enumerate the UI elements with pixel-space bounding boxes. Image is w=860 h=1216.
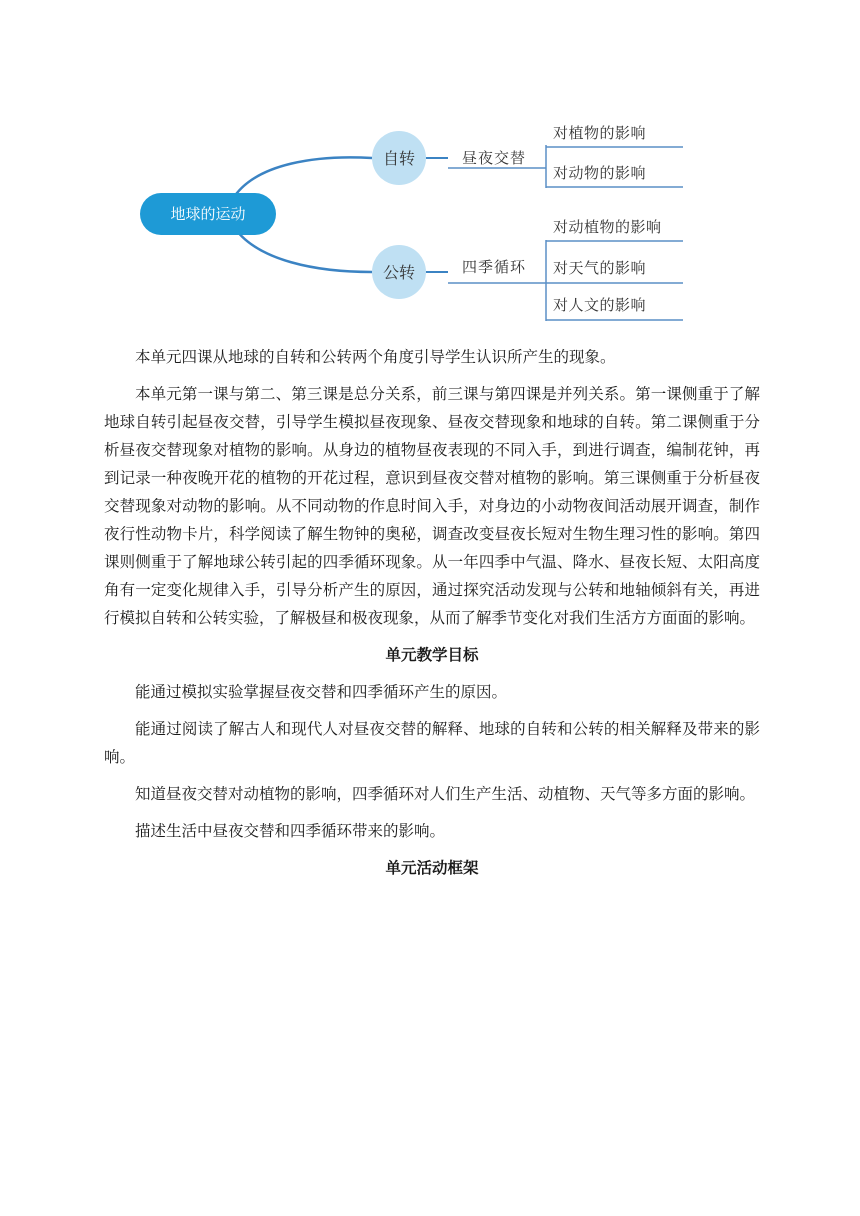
mindmap-leaf-flora-fauna: 对动植物的影响 — [553, 218, 662, 236]
mindmap-root-label: 地球的运动 — [170, 205, 246, 223]
goal-item-2: 能通过阅读了解古人和现代人对昼夜交替的解释、地球的自转和公转的相关解释及带来的影响。 — [104, 720, 760, 766]
mindmap-leaf-plants: 对植物的影响 — [553, 124, 647, 142]
goal-item-1: 能通过模拟实验掌握昼夜交替和四季循环产生的原因。 — [135, 683, 508, 701]
mindmap-leaf-culture: 对人文的影响 — [553, 296, 647, 314]
heading-activity-framework: 单元活动框架 — [385, 859, 479, 877]
mindmap-branch-daynight: 昼夜交替 — [461, 149, 527, 167]
document-body — [104, 343, 760, 891]
mindmap-node-revolution-label: 公转 — [382, 263, 416, 282]
mindmap-node-rotation-label: 自转 — [382, 149, 416, 168]
paragraph-lesson-overview: 本单元第一课与第二、第三课是总分关系，前三课与第四课是并列关系。第一课侧重于了解地球自转引起昼夜交替，引导学生模拟昼夜现象、昼夜交替现象和地球的自转。第二课侧重于分析昼夜交替现象对植物的影响。从身边的植物昼夜表现的不同入手，到进行调查，编制花钟，再到记录一种夜晚开花的植物的开花过程，意识到昼夜交替对植物的影响。第三课侧重于分析昼夜交替现象对动物的影响。从不同动物的作息时间入手，对身边的小动物夜间活动展开调查，制作夜行性动物卡片，科学阅读了解生物钟的奥秘，调查改变昼夜长短对生物生理习性的影响。第四课则侧重于了解地球公转引起的四季循环现象。从一年四季中气温、降水、昼夜长短、太阳高度角有一定变化规律入手，引导分析产生的原因，通过探究活动发现与公转和地轴倾斜有关，再进行模拟自转和公转实验，了解极昼和极夜现象，从而了解季节变化对我们生活方方面面的影响。 — [104, 385, 760, 627]
mindmap-leaf-animals: 对动物的影响 — [553, 164, 647, 182]
mind-map — [0, 0, 860, 340]
mindmap-leaf-weather: 对天气的影响 — [553, 259, 647, 277]
goal-item-4: 描述生活中昼夜交替和四季循环带来的影响。 — [135, 822, 446, 840]
paragraph-intro: 本单元四课从地球的自转和公转两个角度引导学生认识所产生的现象。 — [135, 348, 616, 366]
mindmap-branch-seasons: 四季循环 — [461, 258, 527, 276]
heading-teaching-goals: 单元教学目标 — [385, 646, 479, 664]
goal-item-3: 知道昼夜交替对动植物的影响，四季循环对人们生产生活、动植物、天气等多方面的影响。 — [135, 785, 756, 803]
